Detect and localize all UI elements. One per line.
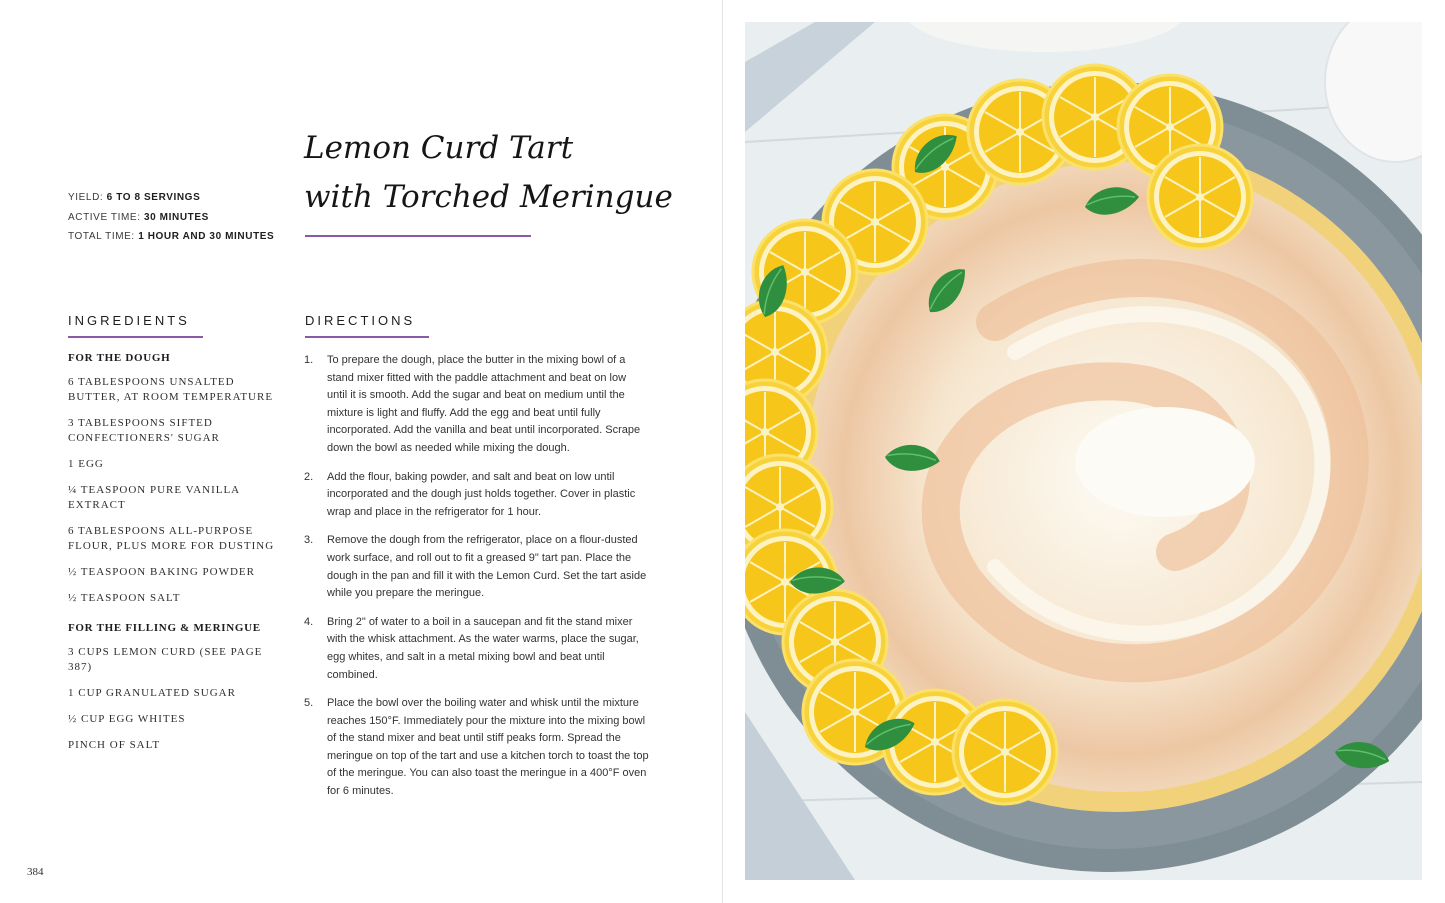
total-time-value: 1 HOUR AND 30 MINUTES [138,231,275,242]
ingredient-item: PINCH OF SALT [68,739,161,751]
step-number: 1. [304,354,314,366]
directions-heading: DIRECTIONS [305,313,416,328]
step-number: 5. [304,697,314,710]
ingredients-divider [68,336,203,338]
step-text: To prepare the dough, place the butter in the mixing bowl of a stand mixer fitted with the paddle attachment and beat on low until it is smooth. Add the sugar and beat on medium until the mixture is light and fluffy. Add the egg and beat until fully incorporated. Add the vanilla and beat until incorporated. Scrape down the bowl as needed while mixing the dough. [327,354,641,454]
step-text: Add the flour, baking powder, and salt and beat on low until incorporated and the dough just holds together. Cover in plastic wrap and place in the refrigerator for 1 hour. [327,470,636,518]
step-number: 4. [304,615,314,628]
step-text: Remove the dough from the refrigerator, place on a flour-dusted work surface, and roll out to fit a greased 9" tart pan. Place the dough in the pan and fill it with the Lemon Curd. Set the tart aside while you prepare the meringue. [327,534,647,600]
directions-list [304,352,649,812]
ingredient-item: 1 CUP GRANULATED SUGAR [68,687,236,699]
step-number: 2. [304,470,314,483]
step-number: 3. [304,534,314,547]
active-time-value: 30 MINUTES [143,211,209,223]
ingredient-item: 3 TABLESPOONS SIFTED CONFECTIONERS' SUGAR [68,417,220,444]
direction-step [304,532,649,602]
ingredient-item: ½ TEASPOON SALT [68,592,181,604]
ingredient-item: ¼ TEASPOON PURE VANILLA EXTRACT [68,484,240,511]
ingredient-item: 6 TABLESPOONS ALL-PURPOSE FLOUR, PLUS MORE FOR DUSTING [68,525,275,552]
tart-photo [745,22,1422,880]
ingredients-list [68,352,283,764]
direction-step [304,695,649,801]
title-divider [305,235,531,237]
step-text: Bring 2" of water to a boil in a saucepan and fit the stand mixer with the whisk attachment. As the water warms, place the sugar, egg whites, and salt in a metal mixing bowl and beat until combined. [327,615,639,681]
recipe-title-line-1: Lemon Curd Tart [304,130,574,166]
ingredient-item: ½ TEASPOON BAKING POWDER [68,566,255,578]
total-time-line: TOTAL TIME: 1 HOUR AND 30 MINUTES [68,231,275,242]
yield-value: 6 TO 8 SERVINGS [106,192,201,203]
yield-line: YIELD: 6 TO 8 SERVINGS [68,192,201,203]
direction-step [304,614,649,684]
recipe-meta [68,188,274,247]
ingredient-item: 6 TABLESPOONS UNSALTED BUTTER, AT ROOM TEMPERATURE [68,376,274,403]
tart-illustration [745,22,1422,880]
recipe-title [304,124,704,222]
ingredient-item: 1 EGG [68,458,104,470]
step-text: Place the bowl over the boiling water and whisk until the mixture reaches 150°F. Immediately pour the mixture into the mixing bowl of the stand mixer and beat until stiff peaks form. Spread the meringue on top of the tart and use a kitchen torch to toast the top of the meringue. You can also toast the meringue in a 400°F oven for 6 minutes. [327,697,649,798]
page-gutter [722,0,723,903]
directions-divider [305,336,429,338]
recipe-title-line-2: with Torched Meringue [304,179,673,215]
ingredient-item: ½ CUP EGG WHITES [68,713,186,725]
page-number: 384 [27,866,44,878]
ingredients-heading: INGREDIENTS [68,313,190,328]
direction-step [304,352,649,458]
ingredient-group-filling: FOR THE FILLING & MERINGUE [68,622,261,634]
active-time-line: ACTIVE TIME: 30 MINUTES [68,211,209,223]
direction-step [304,469,649,522]
ingredient-group-dough: FOR THE DOUGH [68,352,171,364]
ingredient-item: 3 CUPS LEMON CURD (SEE PAGE 387) [68,646,263,673]
